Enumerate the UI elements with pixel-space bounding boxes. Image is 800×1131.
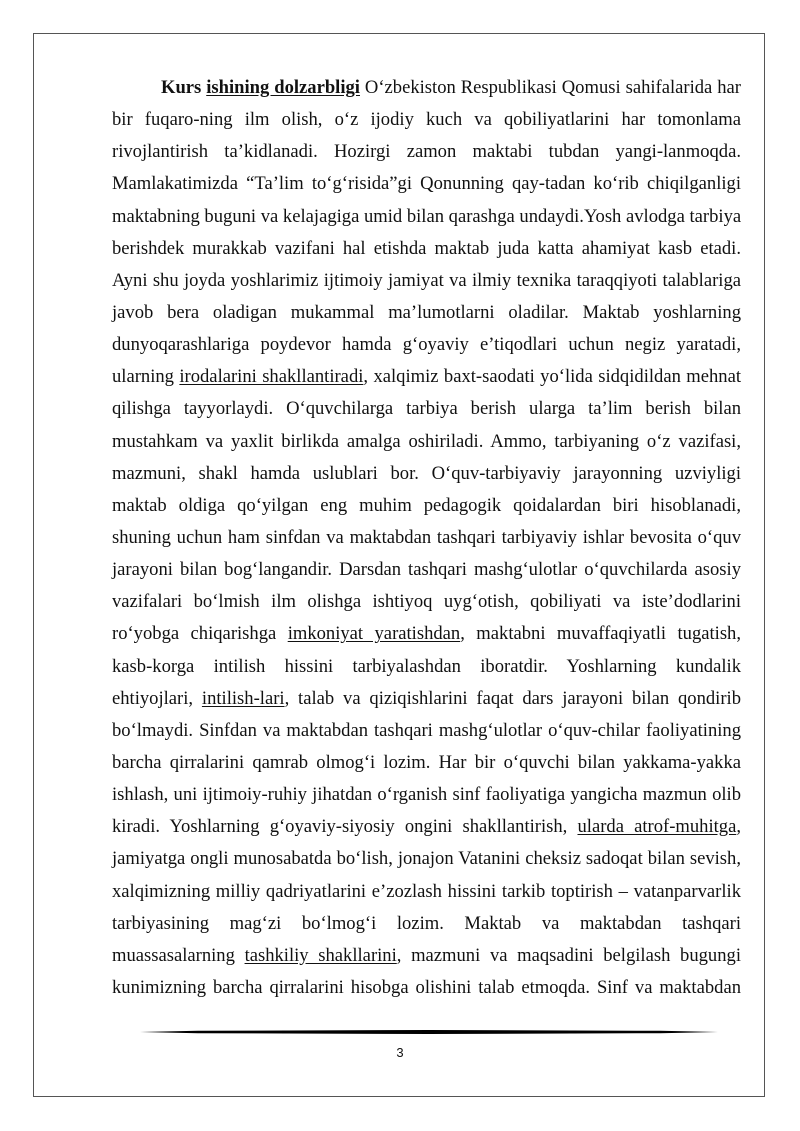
text-line: jamiyatga ongli munosabatda bo‘lish, jonajon Vatanini cheksiz sadoqat bilan sevish, xyxy=(112,848,741,870)
text-line: xalqimizning milliy qadriyatlarini e’zozlash hissini tarkib toptirish – vatanparvarlik xyxy=(112,880,741,902)
page-number: 3 xyxy=(396,1045,404,1060)
text-line: kasb-korga intilish hissini tarbiyalashdan iboratdir. Yoshlarning kundalik xyxy=(112,655,741,677)
heading-bold: Kurs xyxy=(161,77,207,98)
text-line: Ayni shu joyda yoshlarimiz ijtimoiy jamiyat va ilmiy texnika taraqqiyoti talablariga xyxy=(112,269,741,291)
underlined-phrase: irodalarini shakllantiradi xyxy=(179,366,364,388)
text-line: dunyoqarashlariga poydevor hamda g‘oyaviy e’tiqodlari uchun negiz yaratadi, xyxy=(112,334,741,356)
text-line: maktab oldiga qo‘yilgan eng muhim pedagogik qoidalardan biri hisoblanadi, xyxy=(112,494,741,516)
text-line: maktabning buguni va kelajagiga umid bilan qarashga undaydi.Yosh avlodga tarbiya xyxy=(112,205,742,227)
text-line: muassasalarning tashkiliy shakllarini, mazmuni va maqsadini belgilash bugungi xyxy=(112,944,741,966)
text-line: kiradi. Yoshlarning g‘oyaviy-siyosiy ongini shakllantirish, ularda atrof-muhitga, xyxy=(112,816,741,838)
text-line: berishdek murakkab vazifani hal etishda maktab juda katta ahamiyat kasb etadi. xyxy=(112,237,741,259)
text-line: shuning uchun ham sinfdan va maktabdan tashqari tarbiyaviy ishlar bevosita o‘quv xyxy=(112,526,741,548)
text-line: ro‘yobga chiqarishga imkoniyat yaratishdan, maktabni muvaffaqiyatli tugatish, xyxy=(112,623,742,645)
text-line: tarbiyasining mag‘zi bo‘lmog‘i lozim. Maktab va maktabdan tashqari xyxy=(112,912,741,934)
text-line: vazifalari bo‘lmish ilm olishga ishtiyoq uyg‘otish, qobiliyati va iste’dodlarini xyxy=(112,591,741,613)
body-text xyxy=(112,72,741,1004)
underlined-phrase: intilish-lari xyxy=(201,687,285,709)
text-line: ishlash, uni ijtimoiy-ruhiy jihatdan o‘rganish sinf faoliyatiga yangicha mazmun olib xyxy=(112,784,741,806)
text-line: mustahkam va yaxlit birlikda amalga oshiriladi. Ammo, tarbiyaning o‘z vazifasi, xyxy=(112,430,741,452)
underlined-phrase: ularda atrof-muhitga xyxy=(577,816,737,838)
text-line: bo‘lmaydi. Sinfdan va maktabdan tashqari mashg‘ulotlar o‘quv-chilar faoliyatining xyxy=(112,719,741,741)
text-line: mazmuni, shakl hamda uslublari bor. O‘quv-tarbiyaviy jarayonning uzviyligi xyxy=(112,462,741,484)
underlined-phrase: tashkiliy shakllarini xyxy=(244,944,397,966)
text-line: Mamlakatimizda “Ta’lim to‘g‘risida”gi Qonunning qay-tadan ko‘rib chiqilganligi xyxy=(112,173,741,195)
text-line: javob bera oladigan mukammal ma’lumotlarni oladilar. Maktab yoshlarning xyxy=(112,301,741,323)
text-line: ehtiyojlari, intilish-lari, talab va qiziqishlarini faqat dars jarayoni bilan qondirib xyxy=(112,687,741,709)
underlined-phrase: imkoniyat yaratishdan xyxy=(287,623,461,645)
text-line: jarayoni bilan bog‘langandir. Darsdan tashqari mashg‘ulotlar o‘quvchilarda asosiy xyxy=(112,559,741,581)
heading-bold-underlined: ishining dolzarbligi xyxy=(206,77,360,98)
text-line: bir fuqaro-ning ilm olish, o‘z ijodiy kuch va qobiliyatlarini har tomonlama xyxy=(112,109,741,131)
text-line: qilishga tayyorlaydi. O‘quvchilarga tarbiya berish ularga ta’lim berish bilan xyxy=(112,398,741,420)
text-line: kunimizning barcha qirralarini hisobga olishini talab etmoqda. Sinf va maktabdan xyxy=(112,976,741,998)
text-line: barcha qirralarini qamrab olmog‘i lozim. Har bir o‘quvchi bilan yakkama-yakka xyxy=(112,751,741,773)
text-line: ularning irodalarini shakllantiradi, xalqimiz baxt-saodati yo‘lida sidqidildan mehnat xyxy=(112,366,741,388)
text-line: Kurs ishining dolzarbligi O‘zbekiston Respublikasi Qomusi sahifalarida har xyxy=(161,77,741,98)
text-line: rivojlantirish ta’kidlanadi. Hozirgi zamon maktabi tubdan yangi-lanmoqda. xyxy=(112,141,741,163)
